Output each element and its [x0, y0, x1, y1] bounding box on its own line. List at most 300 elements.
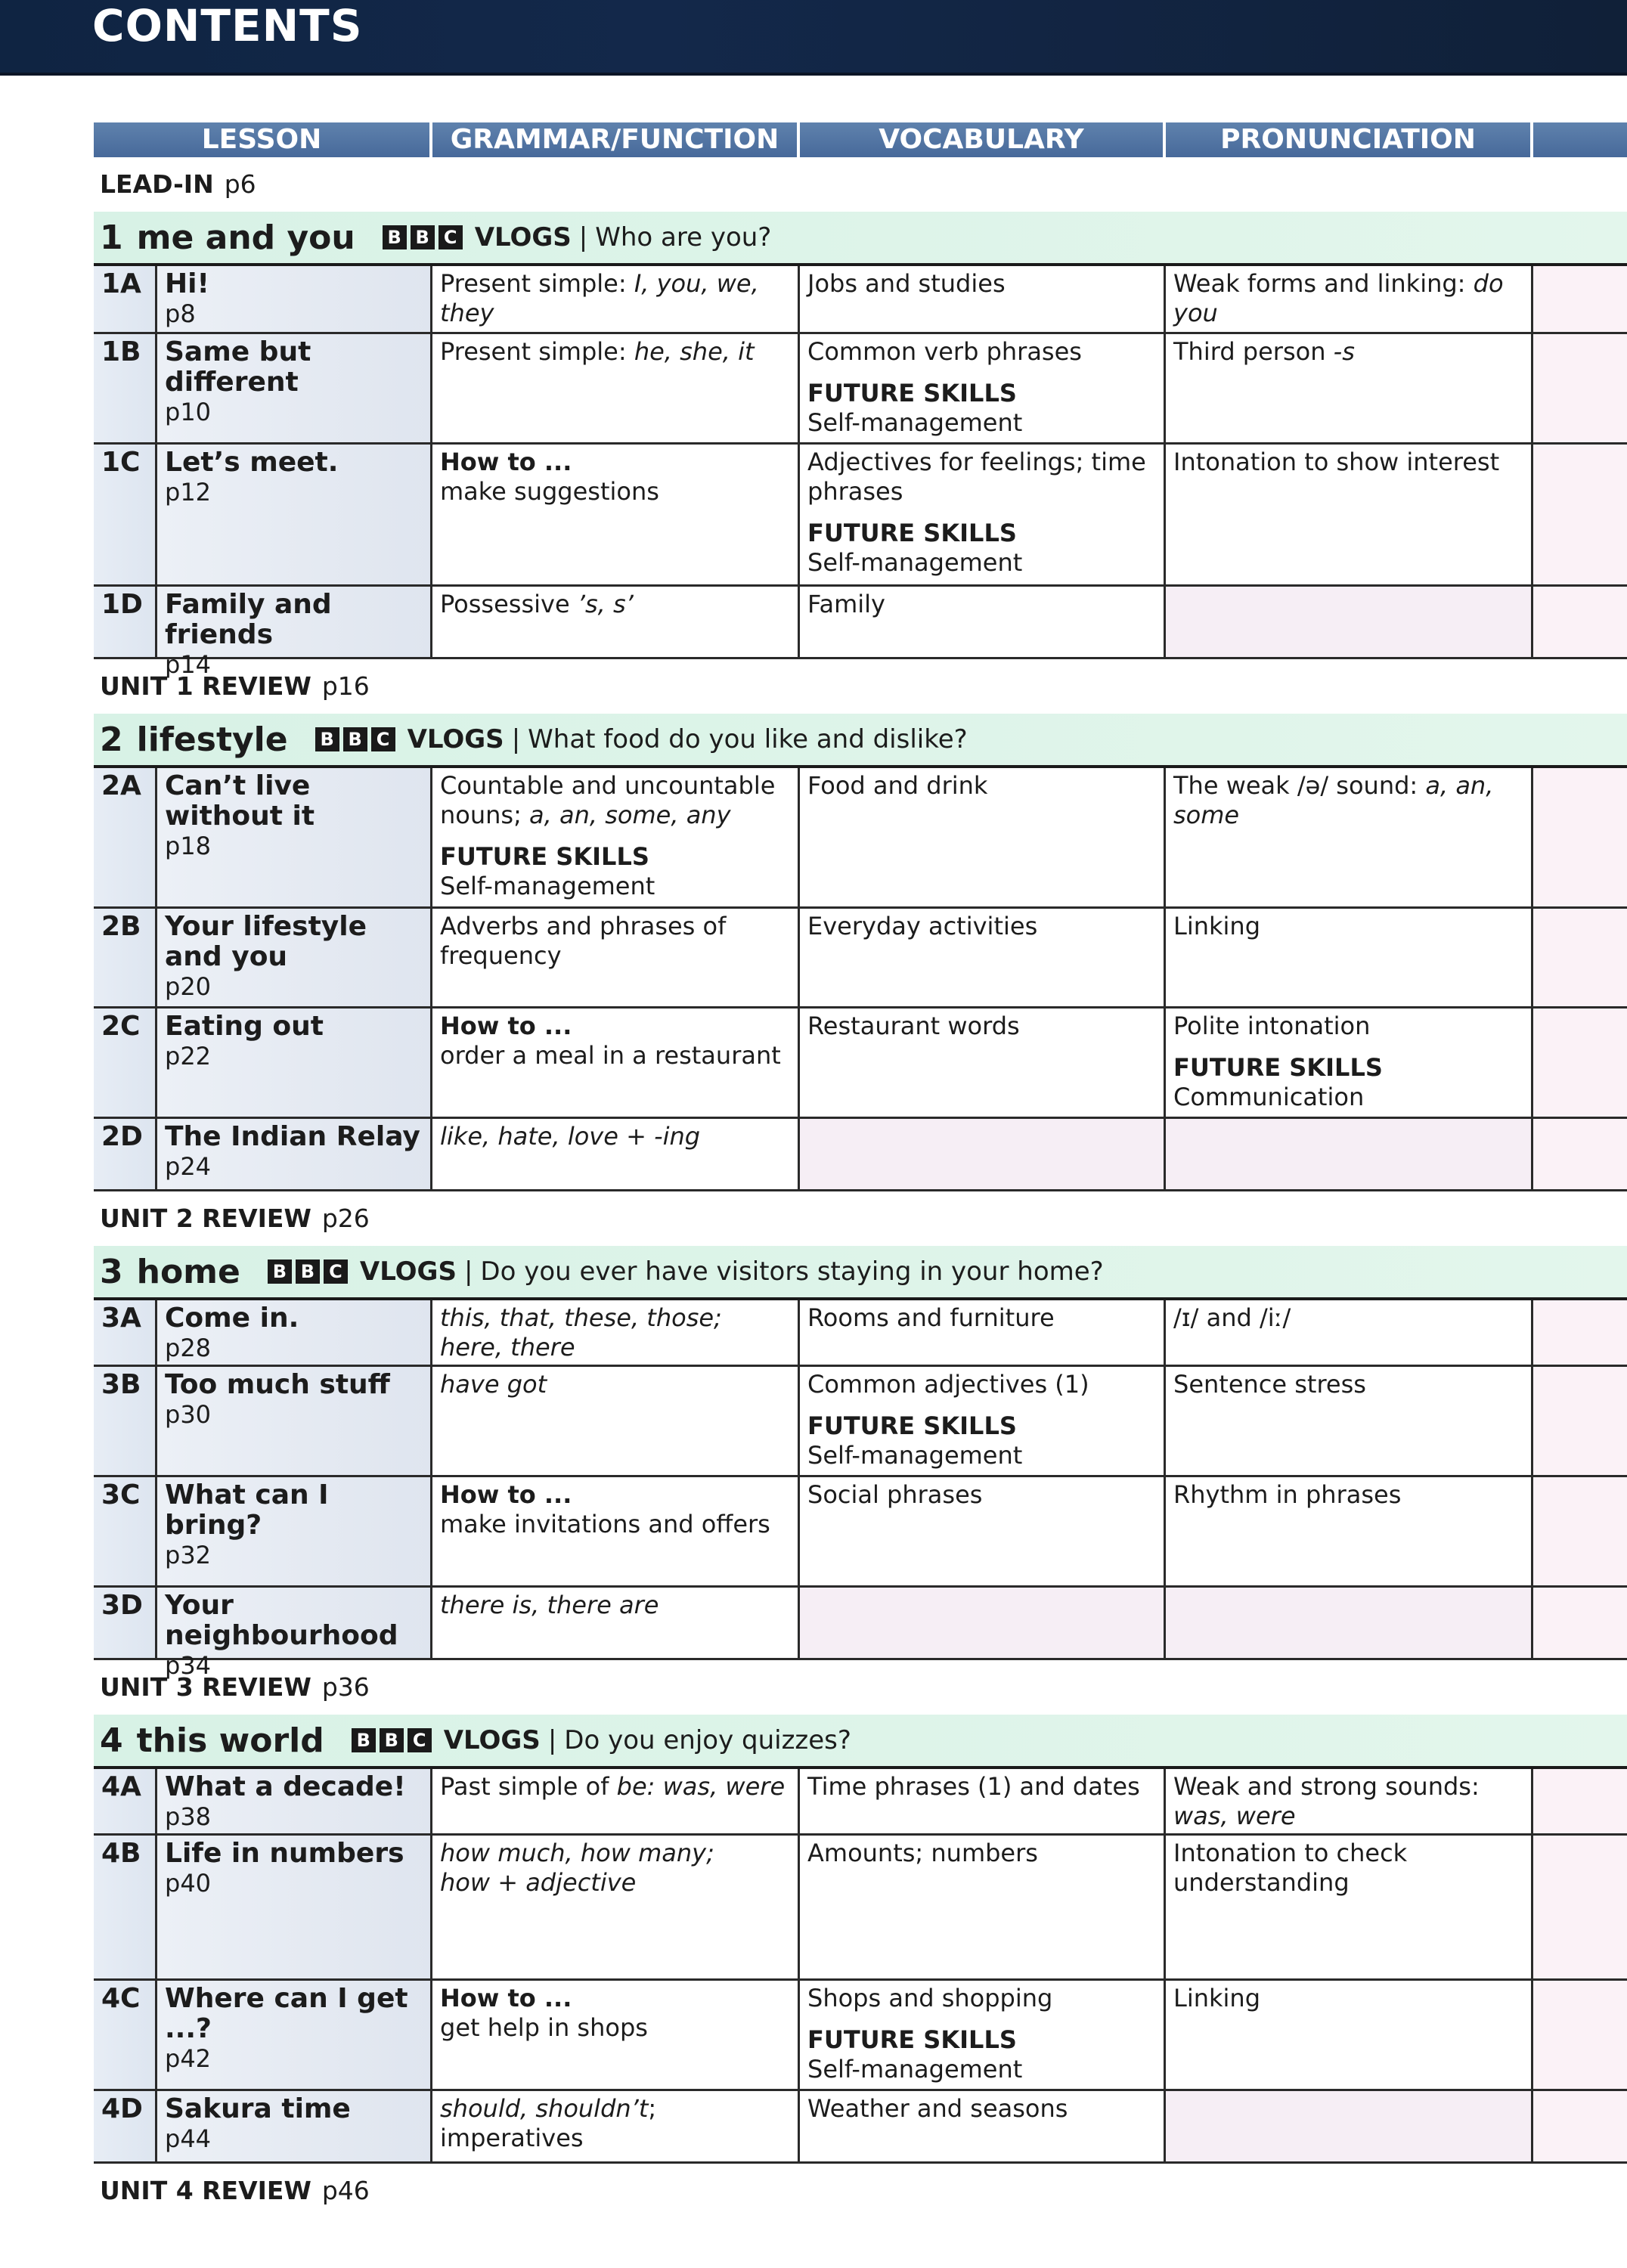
- lesson-code: 1C: [94, 445, 157, 584]
- unit-title: lifestyle: [136, 720, 288, 759]
- lesson-page: p24: [165, 1152, 212, 1181]
- contents-table: [94, 122, 1627, 2218]
- lesson-cell: [157, 266, 432, 332]
- future-skills-value: Communication: [1173, 1083, 1365, 1111]
- pronunciation-plain: Intonation to show interest: [1173, 448, 1500, 476]
- future-skills-label: FUTURE SKILLS: [807, 379, 1017, 407]
- grammar-cell: [432, 587, 800, 657]
- lesson-cell: [157, 768, 432, 906]
- vlogs-label: VLOGS: [474, 222, 572, 253]
- how-to-label: How to ...: [440, 448, 572, 476]
- vocabulary-text: Rooms and furniture: [807, 1303, 1055, 1332]
- pronunciation-plain: Linking: [1173, 1984, 1261, 2012]
- pronunciation-cell: [1166, 1367, 1533, 1475]
- lesson-cell: [157, 1588, 432, 1658]
- grammar-plain: Possessive: [440, 590, 578, 618]
- pronunciation-plain: Third person: [1173, 337, 1334, 366]
- pronunciation-plain: Sentence stress: [1173, 1370, 1366, 1399]
- lesson-cell: [157, 1119, 432, 1189]
- lesson-row-3c: [94, 1477, 1627, 1588]
- bbc-logo: [352, 1728, 432, 1752]
- vocabulary-text: Family: [807, 590, 885, 618]
- pronunciation-text: [1173, 1772, 1480, 1801]
- grammar-text: [440, 771, 775, 829]
- vlogs-separator: |: [578, 222, 588, 253]
- grammar-plain: Countable and uncountable nouns;: [440, 771, 776, 829]
- column-header-extra: [1533, 122, 1627, 157]
- grammar-italic: how much, how many;: [440, 1839, 714, 1867]
- pronunciation-cell: [1166, 1119, 1533, 1189]
- lesson-code: 1A: [94, 266, 157, 332]
- vlogs-separator: |: [547, 1725, 557, 1755]
- pronunciation-cell: [1166, 334, 1533, 442]
- lesson-code: 2C: [94, 1009, 157, 1117]
- lesson-row-3b: [94, 1367, 1627, 1477]
- lesson-row-2b: [94, 909, 1627, 1009]
- pronunciation-cell: [1166, 909, 1533, 1006]
- grammar-cell: [432, 1769, 800, 1833]
- lesson-title: Too much stuff: [165, 1369, 390, 1400]
- grammar-plain: make invitations and offers: [440, 1510, 770, 1538]
- lesson-cell: [157, 587, 432, 657]
- bbc-logo: [315, 727, 395, 751]
- how-to-label: How to ...: [440, 1984, 572, 2012]
- future-skills-value: Self-management: [440, 872, 655, 900]
- column-header-row: [94, 122, 1627, 157]
- unit-review-line: [94, 1191, 1627, 1246]
- pronunciation-plain: /ɪ/ and /iː/: [1173, 1303, 1291, 1332]
- pronunciation-cell: [1166, 445, 1533, 584]
- lesson-title: Life in numbers: [165, 1838, 404, 1869]
- extra-cell: [1533, 1477, 1627, 1585]
- vocabulary-cell: [800, 334, 1166, 442]
- grammar-text: [440, 1510, 770, 1538]
- vocabulary-cell: [800, 587, 1166, 657]
- extra-cell: [1533, 266, 1627, 332]
- grammar-text: [440, 1772, 785, 1801]
- pronunciation-cell: [1166, 1477, 1533, 1585]
- vocabulary-cell: [800, 1836, 1166, 1978]
- lesson-title: Where can I get ...?: [165, 1983, 408, 2044]
- lesson-row-2d: [94, 1119, 1627, 1191]
- extra-cell: [1533, 1769, 1627, 1833]
- grammar-cell: [432, 1836, 800, 1978]
- lesson-page: p22: [165, 1042, 212, 1070]
- pronunciation-text: [1173, 448, 1499, 476]
- unit-review-page: p16: [321, 671, 370, 701]
- pronunciation-cell: [1166, 1588, 1533, 1658]
- grammar-cell: [432, 334, 800, 442]
- extra-cell: [1533, 445, 1627, 584]
- grammar-text: [440, 912, 726, 970]
- lesson-cell: [157, 445, 432, 584]
- lesson-code: 4C: [94, 1981, 157, 2089]
- lesson-row-1d: [94, 587, 1627, 659]
- vocabulary-text: Common adjectives (1): [807, 1370, 1089, 1399]
- lesson-cell: [157, 2091, 432, 2161]
- lesson-cell: [157, 1836, 432, 1978]
- grammar-tail-italic: how + adjective: [440, 1868, 637, 1897]
- lesson-code: 4B: [94, 1836, 157, 1978]
- lesson-code: 4A: [94, 1769, 157, 1833]
- future-skills-label: FUTURE SKILLS: [1173, 1053, 1383, 1082]
- lesson-code: 3C: [94, 1477, 157, 1585]
- unit-review-line: [94, 659, 1627, 714]
- pronunciation-cell: [1166, 1769, 1533, 1833]
- pronunciation-text: [1173, 1012, 1370, 1040]
- pronunciation-italic: a, an, some: [1173, 771, 1494, 829]
- extra-cell: [1533, 334, 1627, 442]
- lesson-code: 3A: [94, 1300, 157, 1365]
- pronunciation-cell: [1166, 2091, 1533, 2161]
- vlogs-label: VLOGS: [407, 724, 504, 754]
- future-skills-label: FUTURE SKILLS: [807, 2025, 1017, 2054]
- grammar-text: [440, 2094, 656, 2152]
- pronunciation-text: [1173, 1839, 1407, 1897]
- lesson-cell: [157, 1009, 432, 1117]
- grammar-tail: ; imperatives: [440, 2094, 657, 2152]
- unit-title: me and you: [136, 218, 355, 257]
- grammar-plain: Present simple:: [440, 269, 634, 298]
- extra-cell: [1533, 1981, 1627, 2089]
- lesson-page: p18: [165, 832, 212, 860]
- grammar-text: [440, 1303, 722, 1362]
- grammar-cell: [432, 2091, 800, 2161]
- grammar-text: [440, 1041, 781, 1070]
- unit-review-page: p46: [321, 2176, 370, 2205]
- lesson-code: 2D: [94, 1119, 157, 1189]
- lesson-code: 3D: [94, 1588, 157, 1658]
- grammar-italic: ’s, s’: [577, 590, 634, 618]
- grammar-text: [440, 1591, 659, 1619]
- unit-review-page: p26: [321, 1204, 370, 1233]
- grammar-italic: this, that, these, those; here, there: [440, 1303, 722, 1362]
- vocabulary-text: Everyday activities: [807, 912, 1038, 940]
- column-header-grammar: GRAMMAR/FUNCTION: [432, 122, 800, 157]
- grammar-text: [440, 590, 634, 618]
- pronunciation-plain: Polite intonation: [1173, 1012, 1371, 1040]
- vocabulary-text: Social phrases: [807, 1480, 983, 1509]
- vocabulary-cell: [800, 768, 1166, 906]
- lesson-page: p12: [165, 478, 212, 507]
- grammar-text: [440, 337, 755, 366]
- page-title: CONTENTS: [92, 0, 363, 51]
- bbc-logo: [383, 225, 463, 249]
- vocabulary-cell: [800, 1588, 1166, 1658]
- column-header-lesson: LESSON: [94, 122, 432, 157]
- grammar-text: [440, 1839, 714, 1867]
- lesson-row-3d: [94, 1588, 1627, 1660]
- vlogs-question: Who are you?: [595, 222, 772, 253]
- extra-cell: [1533, 1119, 1627, 1189]
- bbc-logo-letter: B: [383, 225, 407, 249]
- lesson-title: What can I bring?: [165, 1479, 329, 1541]
- vocabulary-cell: [800, 1769, 1166, 1833]
- lesson-page: p28: [165, 1334, 212, 1362]
- vocabulary-cell: [800, 1981, 1166, 2089]
- vocabulary-text: Food and drink: [807, 771, 988, 800]
- bbc-logo-letter: C: [439, 225, 463, 249]
- grammar-cell: [432, 768, 800, 906]
- extra-cell: [1533, 1588, 1627, 1658]
- lead-in-line: [94, 157, 1627, 212]
- unit-review-label: UNIT 3 REVIEW: [100, 1672, 311, 1702]
- vocabulary-text: Jobs and studies: [807, 269, 1006, 298]
- lesson-title: Your neighbourhood: [165, 1590, 398, 1651]
- vocabulary-cell: [800, 1119, 1166, 1189]
- grammar-text: [440, 477, 659, 506]
- how-to-label: How to ...: [440, 1012, 572, 1040]
- column-header-vocabulary: VOCABULARY: [800, 122, 1166, 157]
- grammar-cell: [432, 1119, 800, 1189]
- unit-review-line: [94, 1660, 1627, 1715]
- lesson-cell: [157, 1769, 432, 1833]
- bbc-logo-letter: B: [268, 1259, 292, 1284]
- pronunciation-plain: Linking: [1173, 912, 1261, 940]
- grammar-plain: Past simple of: [440, 1772, 617, 1801]
- vlogs-separator: |: [511, 724, 521, 754]
- lesson-row-4d: [94, 2091, 1627, 2164]
- bbc-logo-letter: B: [411, 225, 435, 249]
- grammar-cell: [432, 909, 800, 1006]
- vlogs-question: Do you ever have visitors staying in your home?: [480, 1256, 1104, 1287]
- grammar-text: [440, 269, 759, 327]
- lesson-title: Sakura time: [165, 2093, 351, 2124]
- grammar-cell: [432, 1009, 800, 1117]
- bbc-logo-letter: C: [324, 1259, 348, 1284]
- lesson-cell: [157, 1367, 432, 1475]
- lesson-cell: [157, 334, 432, 442]
- lesson-code: 1D: [94, 587, 157, 657]
- pronunciation-plain: Rhythm in phrases: [1173, 1480, 1402, 1509]
- grammar-text: [440, 1370, 547, 1399]
- grammar-italic: have got: [440, 1370, 547, 1399]
- extra-cell: [1533, 2091, 1627, 2161]
- how-to-label: How to ...: [440, 1480, 572, 1509]
- pronunciation-text: [1173, 269, 1504, 327]
- unit-review-label: UNIT 4 REVIEW: [100, 2176, 311, 2205]
- grammar-italic: he, she, it: [634, 337, 755, 366]
- unit-title: home: [136, 1252, 240, 1291]
- grammar-cell: [432, 445, 800, 584]
- future-skills-value: Self-management: [807, 1441, 1023, 1470]
- vocabulary-cell: [800, 2091, 1166, 2161]
- grammar-italic: a, an, some, any: [529, 801, 731, 829]
- vlogs-question: What food do you like and dislike?: [528, 724, 968, 754]
- lesson-page: p38: [165, 1802, 212, 1831]
- lesson-code: 1B: [94, 334, 157, 442]
- lesson-cell: [157, 1981, 432, 2089]
- pronunciation-text: [1173, 912, 1260, 940]
- vocabulary-cell: [800, 445, 1166, 584]
- vlogs-label: VLOGS: [359, 1256, 457, 1287]
- lesson-page: p42: [165, 2044, 212, 2073]
- grammar-text: [440, 2013, 648, 2042]
- pronunciation-text: [1173, 1984, 1260, 2012]
- bbc-logo-letter: C: [371, 727, 395, 751]
- lesson-row-3a: [94, 1300, 1627, 1367]
- vocabulary-cell: [800, 266, 1166, 332]
- unit-number: 1: [100, 218, 123, 257]
- grammar-italic: like, hate, love: [440, 1122, 618, 1151]
- future-skills-label: FUTURE SKILLS: [807, 519, 1017, 547]
- lesson-code: 2B: [94, 909, 157, 1006]
- pronunciation-italic: was, were: [1173, 1802, 1296, 1830]
- grammar-cell: [432, 1477, 800, 1585]
- unit-number: 3: [100, 1252, 123, 1291]
- bbc-logo-letter: B: [380, 1728, 404, 1752]
- unit-header-3: [94, 1246, 1627, 1300]
- extra-cell: [1533, 587, 1627, 657]
- vlogs-question: Do you enjoy quizzes?: [564, 1725, 851, 1755]
- lesson-cell: [157, 1300, 432, 1365]
- vlogs-label: VLOGS: [443, 1725, 541, 1755]
- grammar-plain: make suggestions: [440, 477, 659, 506]
- lesson-row-1c: [94, 445, 1627, 587]
- lead-in-label: LEAD-IN: [100, 169, 214, 199]
- lesson-page: p10: [165, 398, 212, 426]
- pronunciation-text: [1173, 1370, 1366, 1399]
- lesson-code: 4D: [94, 2091, 157, 2161]
- pronunciation-cell: [1166, 266, 1533, 332]
- header-band: [0, 0, 1627, 76]
- pronunciation-cell: [1166, 1009, 1533, 1117]
- lesson-title: The Indian Relay: [165, 1121, 420, 1152]
- lead-in-page: p6: [224, 169, 256, 199]
- grammar-text: [440, 1122, 700, 1151]
- extra-cell: [1533, 1836, 1627, 1978]
- vocabulary-text: Adjectives for feelings; time phrases: [807, 448, 1146, 506]
- vocabulary-cell: [800, 1367, 1166, 1475]
- future-skills-value: Self-management: [807, 548, 1023, 577]
- vocabulary-text: Time phrases (1) and dates: [807, 1772, 1140, 1801]
- extra-cell: [1533, 1367, 1627, 1475]
- pronunciation-italic: do you: [1173, 269, 1504, 327]
- future-skills-label: FUTURE SKILLS: [807, 1411, 1017, 1440]
- bbc-logo: [268, 1259, 348, 1284]
- lesson-page: p30: [165, 1400, 212, 1429]
- vocabulary-text: Weather and seasons: [807, 2094, 1068, 2123]
- vocabulary-text: Common verb phrases: [807, 337, 1082, 366]
- unit-number: 4: [100, 1721, 123, 1760]
- grammar-plain: order a meal in a restaurant: [440, 1041, 781, 1070]
- lesson-code: 3B: [94, 1367, 157, 1475]
- unit-header-4: [94, 1715, 1627, 1769]
- lesson-title: Come in.: [165, 1303, 299, 1334]
- column-header-pronunciation: PRONUNCIATION: [1166, 122, 1533, 157]
- unit-review-line: [94, 2164, 1627, 2218]
- lesson-row-2c: [94, 1009, 1627, 1119]
- lesson-page: p20: [165, 972, 212, 1001]
- future-skills-value: Self-management: [807, 2055, 1023, 2084]
- lesson-page: p40: [165, 1869, 212, 1898]
- lesson-title: Family and friends: [165, 589, 332, 650]
- vocabulary-text: Restaurant words: [807, 1012, 1020, 1040]
- pronunciation-text: [1173, 1303, 1291, 1332]
- lesson-title: Same but different: [165, 336, 311, 398]
- vocabulary-cell: [800, 1300, 1166, 1365]
- grammar-italic: be: was, were: [616, 1772, 786, 1801]
- bbc-logo-letter: B: [352, 1728, 376, 1752]
- extra-cell: [1533, 1009, 1627, 1117]
- lesson-page: p8: [165, 299, 196, 328]
- pronunciation-text: [1173, 1480, 1401, 1509]
- unit-number: 2: [100, 720, 123, 759]
- pronunciation-cell: [1166, 587, 1533, 657]
- vocabulary-cell: [800, 909, 1166, 1006]
- vocabulary-cell: [800, 1009, 1166, 1117]
- lesson-page: p32: [165, 1541, 212, 1569]
- bbc-logo-letter: C: [408, 1728, 432, 1752]
- pronunciation-plain: Weak forms and linking:: [1173, 269, 1474, 298]
- grammar-italic: should, shouldn’t: [440, 2094, 649, 2123]
- extra-cell: [1533, 909, 1627, 1006]
- future-skills-label: FUTURE SKILLS: [440, 842, 649, 871]
- grammar-cell: [432, 1588, 800, 1658]
- lesson-cell: [157, 909, 432, 1006]
- lesson-row-4c: [94, 1981, 1627, 2091]
- pronunciation-text: [1173, 337, 1355, 366]
- lesson-page: p44: [165, 2124, 212, 2153]
- grammar-plain: Adverbs and phrases of frequency: [440, 912, 727, 970]
- lesson-row-4a: [94, 1769, 1627, 1836]
- lesson-title: What a decade!: [165, 1771, 406, 1802]
- grammar-italic: there is, there are: [440, 1591, 659, 1619]
- vocabulary-text: Amounts; numbers: [807, 1839, 1038, 1867]
- lesson-code: 2A: [94, 768, 157, 906]
- grammar-italic: I, you, we, they: [440, 269, 759, 327]
- lesson-title: Can’t live without it: [165, 770, 315, 832]
- lesson-row-4b: [94, 1836, 1627, 1981]
- pronunciation-cell: [1166, 1981, 1533, 2089]
- vocabulary-cell: [800, 1477, 1166, 1585]
- bbc-logo-letter: B: [296, 1259, 320, 1284]
- grammar-cell: [432, 1367, 800, 1475]
- pronunciation-cell: [1166, 1836, 1533, 1978]
- lesson-title: Hi!: [165, 268, 209, 299]
- pronunciation-plain: Intonation to check understanding: [1173, 1839, 1408, 1897]
- lesson-row-1b: [94, 334, 1627, 445]
- unit-review-page: p36: [321, 1672, 370, 1702]
- grammar-tail: +: [618, 1122, 655, 1151]
- lesson-title: Your lifestyle and you: [165, 911, 367, 972]
- lesson-row-1a: [94, 266, 1627, 334]
- grammar-plain: Present simple:: [440, 337, 634, 366]
- pronunciation-plain: The weak /ə/ sound:: [1173, 771, 1426, 800]
- bbc-logo-letter: B: [315, 727, 339, 751]
- grammar-cell: [432, 1300, 800, 1365]
- grammar-plain: get help in shops: [440, 2013, 648, 2042]
- units-container: [94, 212, 1627, 2218]
- future-skills-value: Self-management: [807, 408, 1023, 437]
- unit-header-2: [94, 714, 1627, 768]
- bbc-logo-letter: B: [343, 727, 367, 751]
- unit-title: this world: [136, 1721, 324, 1760]
- pronunciation-text: [1173, 771, 1493, 829]
- unit-header-1: [94, 212, 1627, 266]
- vocabulary-text: Shops and shopping: [807, 1984, 1053, 2012]
- unit-review-label: UNIT 1 REVIEW: [100, 671, 311, 701]
- extra-cell: [1533, 1300, 1627, 1365]
- lesson-title: Let’s meet.: [165, 447, 339, 478]
- vlogs-separator: |: [463, 1256, 473, 1287]
- lesson-row-2a: [94, 768, 1627, 909]
- pronunciation-cell: [1166, 1300, 1533, 1365]
- unit-review-label: UNIT 2 REVIEW: [100, 1204, 311, 1233]
- pronunciation-italic: -s: [1333, 337, 1355, 366]
- extra-cell: [1533, 768, 1627, 906]
- lesson-cell: [157, 1477, 432, 1585]
